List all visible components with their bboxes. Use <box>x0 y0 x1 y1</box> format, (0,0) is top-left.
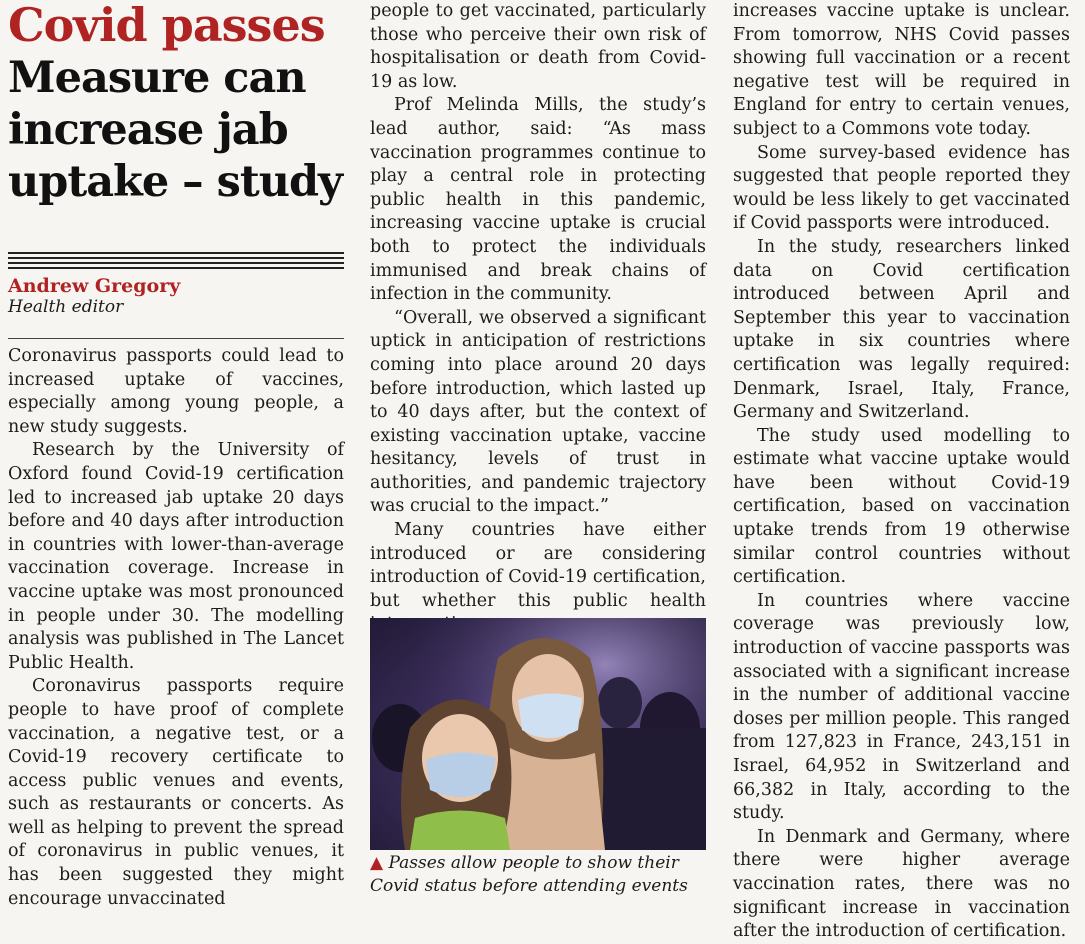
paragraph: In Denmark and Germany, where there were higher average vaccination rates, there was no significant increase in vaccination after the introduction of certification. <box>733 826 1070 942</box>
photo-illustration <box>370 618 706 850</box>
headline <box>8 52 344 208</box>
column-2 <box>370 0 706 637</box>
photo-caption <box>370 852 706 898</box>
article-photo <box>370 618 706 850</box>
triangle-icon: ▲ <box>370 853 384 873</box>
paragraph: The study used modelling to estimate what vaccine uptake would have been without Covid-19 certification, based on vaccination uptake trends from 19 otherwise similar control countries without certification. <box>733 425 1070 588</box>
paragraph: In countries where vaccine coverage was previously low, introduction of vaccine passports was associated with a significant increase in the number of additional vaccine doses per million people. This ranged from 127,823 in France, 243,151 in Israel, 64,952 in Switzerland and 66,382 in Italy, according to the study. <box>733 590 1070 824</box>
paragraph: people to get vaccinated, particularly those who perceive their own risk of hospitalisation or death from Covid-19 as low. <box>370 1 706 92</box>
paragraph: “Overall, we observed a significant uptick in anticipation of restrictions coming into place around 20 days before introduction, which lasted up to 40 days after, but the context of existing vaccination uptake, vaccine hesitancy, levels of trust in authorities, and pandemic trajectory was crucial to the impact.” <box>370 307 706 517</box>
byline-role: Health editor <box>8 297 124 317</box>
paragraph: increases vaccine uptake is unclear. From tomorrow, NHS Covid passes showing full vaccination or a recent negative test will be required in England for entry to certain venues, subject to a Commons vote today. <box>733 1 1070 139</box>
paragraph: Many countries have either introduced or are considering introduction of Covid-19 certification, but whether this public health <box>370 520 706 611</box>
caption-text: Passes allow people to show their Covid status before attending events <box>370 853 688 896</box>
column-1 <box>8 0 344 911</box>
paragraph: Coronavirus passports require people to have proof of complete vaccination, a negative test, or a Covid-19 recovery certificate to access public venues and events, such as restaurants or concerts. As well as helping to prevent the spread of coronavirus in public venues, it has been suggested they might encourage unvaccinated <box>8 676 344 909</box>
column-3 <box>733 0 1070 944</box>
paragraph: In the study, researchers linked data on Covid certification introduced between April and September this year to vaccination uptake in six countries where certification was legally required: Denmark, Israel, Italy, France, Germany and Switzerland. <box>733 236 1070 423</box>
headline-rules <box>8 252 344 269</box>
paragraph: Some survey-based evidence has suggested that people reported they would be less likely to get vaccinated if Covid passports were introduced. <box>733 142 1070 234</box>
byline-author: Andrew Gregory <box>8 275 181 297</box>
kicker: Covid passes <box>8 0 325 52</box>
paragraph: Research by the University of Oxford found Covid-19 certification led to increased jab uptake 20 days before and 40 days after introduction in countries with lower-than-average vaccination coverage. Increase in vaccine uptake was most pronounced in people under 30. The modelling analysis was published in The Lancet Public Health. <box>8 440 344 673</box>
headline-line: increase jab <box>8 105 288 155</box>
headline-line: uptake – study <box>8 157 343 207</box>
divider <box>8 338 344 339</box>
paragraph: Prof Melinda Mills, the study’s lead author, said: “As mass vaccination programmes continue to play a central role in protecting public health in this pandemic, increasing vaccine uptake is crucial both to protect the individuals immunised and break chains of infection in the community. <box>370 95 706 305</box>
headline-line: Measure can <box>8 53 306 103</box>
paragraph: Coronavirus passports could lead to increased uptake of vaccines, especially among young people, a new study suggests. <box>8 346 344 437</box>
